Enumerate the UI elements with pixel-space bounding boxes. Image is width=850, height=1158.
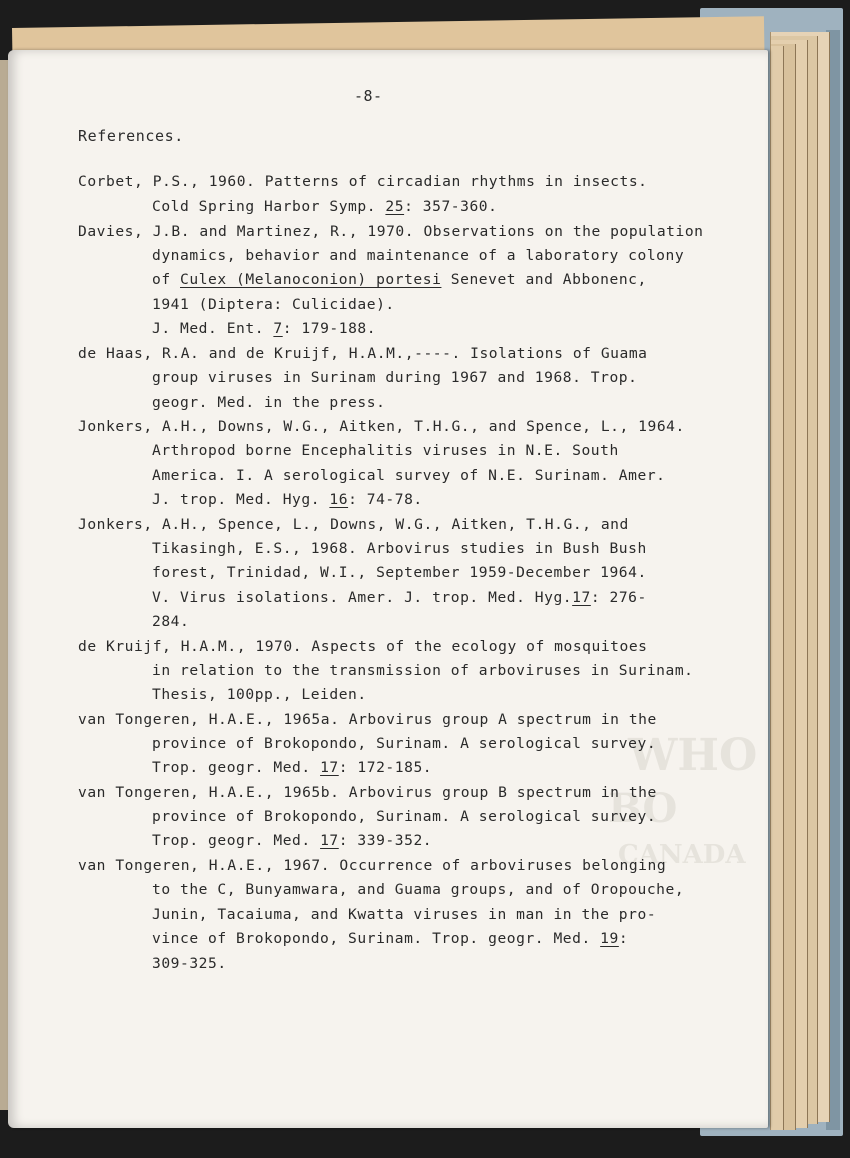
reference-line (152, 906, 656, 924)
reference-text: : 74-78. (348, 491, 423, 508)
reference-text: V. Virus isolations. Amer. J. trop. Med. Hyg. (152, 589, 573, 606)
reference-line (152, 759, 432, 777)
reference-text: : 357-360. (404, 198, 498, 215)
watermark-line: BO (608, 785, 678, 832)
page-number: -8- (354, 87, 383, 105)
reference-line (152, 881, 684, 899)
reference-text: van Tongeren, H.A.E., 1967. Occurrence of arboviruses belonging (78, 857, 667, 874)
reference-line (78, 857, 666, 875)
reference-text: Cold Spring Harbor Symp. (152, 198, 386, 215)
underlined-text: 17 (572, 589, 591, 606)
underlined-text: 7 (273, 320, 283, 337)
reference-text: dynamics, behavior and maintenance of a laboratory colony (152, 247, 685, 264)
reference-text: geogr. Med. in the press. (152, 394, 386, 411)
reference-line (152, 613, 189, 631)
reference-text: Thesis, 100pp., Leiden. (152, 686, 367, 703)
watermark-line: CANADA (618, 840, 746, 870)
reference-text: van Tongeren, H.A.E., 1965a. Arbovirus group A spectrum in the (78, 711, 657, 728)
underlined-text: 17 (320, 832, 339, 849)
reference-line (152, 296, 395, 314)
references-heading: References. (78, 127, 184, 145)
reference-line (78, 345, 648, 363)
reference-line (152, 369, 637, 387)
reference-text: : 276- (590, 589, 647, 606)
reference-line (78, 516, 629, 534)
reference-line (152, 198, 497, 216)
reference-line (152, 662, 694, 680)
reference-text: van Tongeren, H.A.E., 1965b. Arbovirus group B spectrum in the (78, 784, 657, 801)
reference-text: : (618, 930, 629, 947)
reference-text: Tikasingh, E.S., 1968. Arbovirus studies in Bush Bush (152, 540, 647, 557)
reference-line (152, 271, 647, 289)
reference-line (78, 638, 648, 656)
reference-line (78, 711, 657, 729)
reference-line (152, 808, 656, 826)
reference-line (152, 832, 432, 850)
reference-line (152, 540, 647, 558)
reference-line (152, 320, 376, 338)
reference-line (78, 784, 657, 802)
reference-line (152, 442, 619, 460)
reference-text: group viruses in Surinam during 1967 and 1968. Trop. (152, 369, 638, 386)
reference-text: J. Med. Ent. (152, 320, 274, 337)
reference-line (78, 173, 648, 191)
reference-text: : 339-352. (338, 832, 433, 849)
reference-text: de Haas, R.A. and de Kruijf, H.A.M.,----. Isolations of Guama (78, 345, 648, 362)
reference-text: province of Brokopondo, Surinam. A serological survey. (152, 808, 657, 825)
reference-text: Trop. geogr. Med. (152, 832, 321, 849)
reference-line (152, 686, 367, 704)
reference-text: Arthropod borne Encephalitis viruses in N.E. South (152, 442, 619, 459)
reference-text: Davies, J.B. and Martinez, R., 1970. Observations on the population (78, 223, 704, 240)
reference-text: Senevet and Abbonenc, (441, 271, 647, 288)
reference-text: America. I. A serological survey of N.E. Surinam. Amer. (152, 467, 666, 484)
reference-text: de Kruijf, H.A.M., 1970. Aspects of the ecology of mosquitoes (78, 638, 648, 655)
underlined-text: Culex (Melanoconion) portesi (180, 271, 442, 288)
reference-line (78, 418, 685, 436)
reference-text: forest, Trinidad, W.I., September 1959-December 1964. (152, 564, 647, 581)
reference-text: : 172-185. (338, 759, 433, 776)
reference-line (152, 394, 385, 412)
reference-text: 309-325. (152, 955, 227, 972)
underlined-text: 25 (385, 198, 405, 215)
reference-line (152, 589, 647, 607)
reference-text: J. trop. Med. Hyg. (152, 491, 330, 508)
reference-text: of (152, 271, 181, 288)
reference-text: in relation to the transmission of arboviruses in Surinam. (152, 662, 694, 679)
reference-text: to the C, Bunyamwara, and Guama groups, and of Oropouche, (152, 881, 685, 898)
reference-text: 284. (152, 613, 190, 630)
reference-line (152, 247, 684, 265)
reference-text: Jonkers, A.H., Spence, L., Downs, W.G., Aitken, T.H.G., and (78, 516, 629, 533)
reference-text: 1941 (Diptera: Culicidae). (152, 296, 395, 313)
reference-line (152, 564, 647, 582)
reference-line (152, 491, 423, 509)
reference-line (152, 930, 628, 948)
underlined-text: 17 (320, 759, 339, 776)
reference-line (152, 467, 666, 485)
reference-text: Trop. geogr. Med. (152, 759, 321, 776)
reference-text: Junin, Tacaiuma, and Kwatta viruses in man in the pro- (152, 906, 657, 923)
reference-text: Jonkers, A.H., Downs, W.G., Aitken, T.H.G., and Spence, L., 1964. (78, 418, 685, 435)
reference-text: province of Brokopondo, Surinam. A serological survey. (152, 735, 657, 752)
reference-text: : 179-188. (282, 320, 377, 337)
reference-line (78, 223, 704, 241)
watermark-line: WHO (628, 730, 758, 781)
reference-line (152, 735, 656, 753)
underlined-text: 16 (329, 491, 349, 508)
reference-text: vince of Brokopondo, Surinam. Trop. geogr. Med. (152, 930, 601, 947)
reference-text: Corbet, P.S., 1960. Patterns of circadian rhythms in insects. (78, 173, 648, 190)
reference-line (152, 955, 227, 973)
underlined-text: 19 (600, 930, 619, 947)
